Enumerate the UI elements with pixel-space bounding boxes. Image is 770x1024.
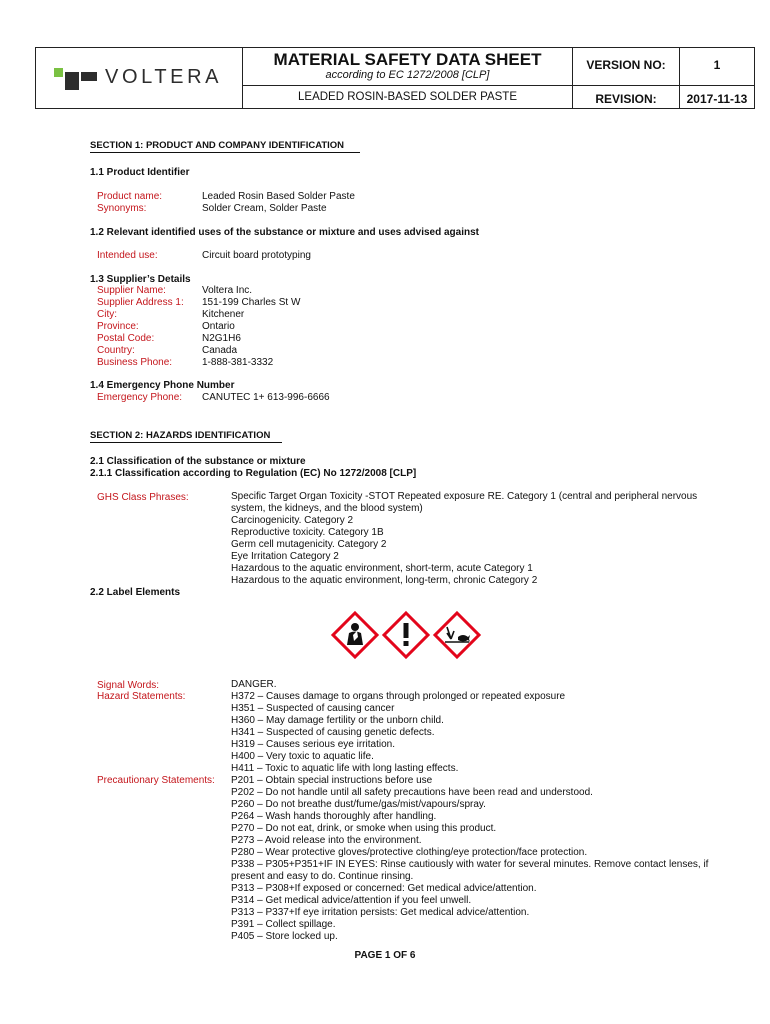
page-number: PAGE 1 OF 6: [354, 950, 416, 961]
ghs-phrase: Eye Irritation Category 2: [231, 551, 339, 562]
section1-heading: SECTION 1: PRODUCT AND COMPANY IDENTIFICATION: [90, 140, 345, 151]
precautionary-statements: [231, 775, 708, 943]
intended-use-label: Intended use:: [97, 250, 158, 261]
supplier-value: 1-888-381-3332: [202, 357, 274, 368]
hazard-statement: H319 – Causes serious eye irritation.: [231, 739, 395, 750]
hazard-statement: H372 – Causes damage to organs through prolonged or repeated exposure: [231, 691, 566, 702]
supplier-label: Province:: [97, 321, 139, 332]
revision-label: REVISION:: [595, 92, 657, 106]
hazard-statement: H341 – Suspected of causing genetic defects.: [231, 727, 435, 738]
ghs-phrases: [231, 491, 697, 587]
logo-cell: [36, 48, 243, 108]
hazard-statement: H351 – Suspected of causing cancer: [231, 703, 395, 714]
precautionary-statement: P313 – P308+If exposed or concerned: Get medical advice/attention.: [231, 883, 537, 894]
product-identifier-heading: 1.1 Product Identifier: [90, 167, 190, 178]
emergency-phone-value: CANUTEC 1+ 613-996-6666: [202, 392, 330, 403]
classification-regulation-heading: 2.1.1 Classification according to Regulation (EC) No 1272/2008 [CLP]: [90, 468, 417, 479]
ghs-phrase: Hazardous to the aquatic environment, long-term, chronic Category 2: [231, 575, 538, 586]
precautionary-statement: P391 – Collect spillage.: [231, 919, 336, 930]
version-value: 1: [713, 58, 721, 72]
precautionary-statement: P313 – P337+If eye irritation persists: Get medical advice/attention.: [231, 907, 530, 918]
supplier-value: Voltera Inc.: [202, 285, 253, 296]
intended-use-value: Circuit board prototyping: [202, 250, 311, 261]
precautionary-statement: P202 – Do not handle until all safety precautions have been read and understood.: [231, 787, 593, 798]
precautionary-statement: P314 – Get medical advice/attention if you feel unwell.: [231, 895, 472, 906]
version-label-cell: [573, 48, 680, 108]
supplier-label: Business Phone:: [97, 357, 173, 368]
ghs-label: GHS Class Phrases:: [97, 492, 189, 503]
precautionary-statement: P273 – Avoid release into the environment.: [231, 835, 422, 846]
supplier-labels: [97, 285, 184, 369]
signal-words-value: DANGER.: [231, 679, 277, 690]
version-value-cell: [680, 48, 754, 108]
precautionary-statement: P270 – Do not eat, drink, or smoke when using this product.: [231, 823, 497, 834]
synonyms-value: Solder Cream, Solder Paste: [202, 203, 327, 214]
supplier-label: Supplier Address 1:: [97, 297, 184, 308]
hazard-statement: H400 – Very toxic to aquatic life.: [231, 751, 374, 762]
ghs-phrase: system, the kidneys, and the blood system): [231, 503, 423, 514]
title-cell: [243, 48, 573, 108]
supplier-label: Postal Code:: [97, 333, 155, 344]
health-hazard-icon: [333, 613, 377, 657]
ghs-phrase: Specific Target Organ Toxicity -STOT Repeated exposure RE. Category 1 (central and peripheral nervous: [231, 491, 698, 502]
hazard-statement: H360 – May damage fertility or the unborn child.: [231, 715, 444, 726]
revision-value: 2017-11-13: [686, 92, 748, 106]
document-header: [35, 47, 755, 109]
product-line: LEADED ROSIN-BASED SOLDER PASTE: [298, 91, 517, 103]
hazard-statement: H411 – Toxic to aquatic life with long lasting effects.: [231, 763, 459, 774]
ghs-phrase: Carcinogenicity. Category 2: [231, 515, 354, 526]
supplier-value: Kitchener: [202, 309, 245, 320]
version-label: VERSION NO:: [586, 58, 666, 72]
supplier-values: [202, 285, 300, 369]
label-elements-heading: 2.2 Label Elements: [90, 587, 181, 598]
supplier-value: Canada: [202, 345, 238, 356]
precautionary-statement: P280 – Wear protective gloves/protective clothing/eye protection/face protection.: [231, 847, 588, 858]
supplier-value: N2G1H6: [202, 333, 241, 344]
relevant-uses-heading: 1.2 Relevant identified uses of the substance or mixture and uses advised against: [90, 227, 480, 238]
section2-heading: SECTION 2: HAZARDS IDENTIFICATION: [90, 430, 271, 441]
classification-heading: 2.1 Classification of the substance or mixture: [90, 456, 306, 467]
supplier-label: Country:: [97, 345, 135, 356]
supplier-label: Supplier Name:: [97, 285, 166, 296]
exclamation-icon: [384, 613, 428, 657]
ghs-pictograms: [330, 610, 482, 660]
precautionary-statement: P201 – Obtain special instructions before use: [231, 775, 433, 786]
supplier-details-heading: 1.3 Supplier’s Details: [90, 274, 191, 285]
voltera-logo-icon: [52, 66, 100, 92]
company-wordmark: VOLTERA: [105, 66, 223, 88]
hazard-statements-label: Hazard Statements:: [97, 691, 186, 702]
document-subtitle: according to EC 1272/2008 [CLP]: [325, 69, 490, 81]
ghs-phrase: Reproductive toxicity. Category 1B: [231, 527, 384, 538]
signal-words-label: Signal Words:: [97, 680, 160, 691]
emergency-phone-label: Emergency Phone:: [97, 392, 183, 403]
precautionary-statement: P405 – Store locked up.: [231, 931, 338, 942]
ghs-phrase: Germ cell mutagenicity. Category 2: [231, 539, 387, 550]
hazard-statements: [231, 691, 565, 775]
document-title: MATERIAL SAFETY DATA SHEET: [273, 50, 542, 69]
ghs-phrase: Hazardous to the aquatic environment, short-term, acute Category 1: [231, 563, 533, 574]
supplier-value: 151-199 Charles St W: [202, 297, 301, 308]
synonyms-label: Synonyms:: [97, 203, 147, 214]
precautionary-statement: P338 – P305+P351+IF IN EYES: Rinse cautiously with water for several minutes. Remove contact lenses, if: [231, 859, 709, 870]
product-name-label: Product name:: [97, 191, 163, 202]
product-name-value: Leaded Rosin Based Solder Paste: [202, 191, 355, 202]
precautionary-statement: P264 – Wash hands thoroughly after handling.: [231, 811, 437, 822]
environment-icon: [435, 613, 479, 657]
precautionary-statements-label: Precautionary Statements:: [97, 775, 215, 786]
supplier-label: City:: [97, 309, 117, 320]
precautionary-statement: present and easy to do. Continue rinsing.: [231, 871, 414, 882]
supplier-value: Ontario: [202, 321, 235, 332]
emergency-heading: 1.4 Emergency Phone Number: [90, 380, 235, 391]
precautionary-statement: P260 – Do not breathe dust/fume/gas/mist/vapours/spray.: [231, 799, 486, 810]
